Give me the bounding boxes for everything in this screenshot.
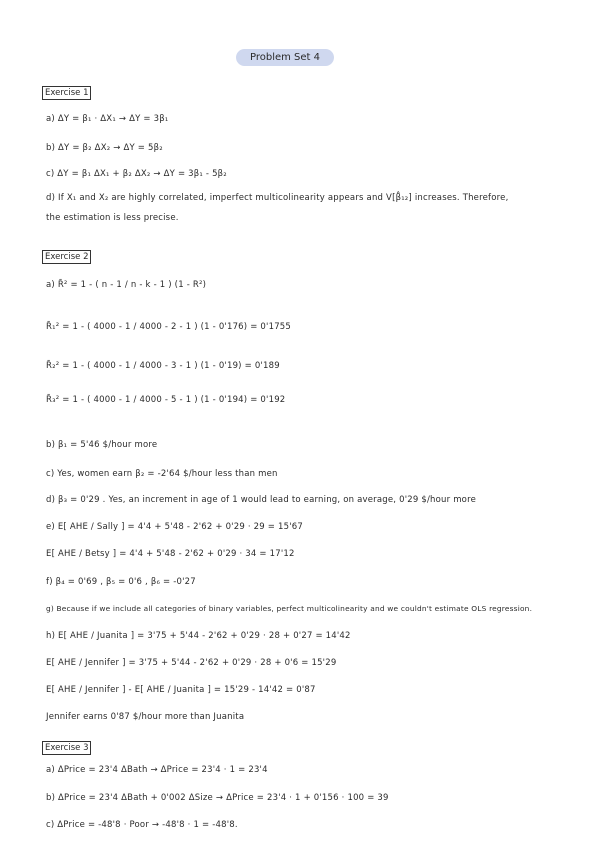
exercise-3-heading: Exercise 3 xyxy=(42,741,91,755)
exercise-2-line-g: g) Because if we include all categories of binary variables, perfect multicolinearity and we couldn't estimate OLS regression. xyxy=(46,604,533,613)
exercise-2-line-e1: e) E[ AHE / Sally ] = 4'4 + 5'48 - 2'62 + 0'29 · 29 = 15'67 xyxy=(46,522,303,532)
exercise-2-line-h1: h) E[ AHE / Juanita ] = 3'75 + 5'44 - 2'62 + 0'29 · 28 + 0'27 = 14'42 xyxy=(46,631,351,641)
exercise-2-line-h2: E[ AHE / Jennifer ] = 3'75 + 5'44 - 2'62 + 0'29 · 28 + 0'6 = 15'29 xyxy=(46,658,337,668)
exercise-2-r3: R̄₃² = 1 - ( 4000 - 1 / 4000 - 5 - 1 ) (1 - 0'194) = 0'192 xyxy=(46,395,286,405)
page-title: Problem Set 4 xyxy=(236,49,334,66)
exercise-1-line-d: d) If X₁ and X₂ are highly correlated, imperfect multicolinearity appears and V[β̂₁₂] increases. Therefore, xyxy=(46,193,509,203)
exercise-3-line-c: c) ΔPrice = -48'8 · Poor → -48'8 · 1 = -48'8. xyxy=(46,820,238,830)
exercise-2-r1: R̄₁² = 1 - ( 4000 - 1 / 4000 - 2 - 1 ) (1 - 0'176) = 0'1755 xyxy=(46,322,292,332)
exercise-1-line-d-cont: the estimation is less precise. xyxy=(46,213,179,223)
exercise-2-line-c: c) Yes, women earn β₂ = -2'64 $/hour less than men xyxy=(46,469,278,479)
exercise-2-line-h3: E[ AHE / Jennifer ] - E[ AHE / Juanita ] = 15'29 - 14'42 = 0'87 xyxy=(46,685,316,695)
exercise-2-r2: R̄₂² = 1 - ( 4000 - 1 / 4000 - 3 - 1 ) (1 - 0'19) = 0'189 xyxy=(46,361,280,371)
exercise-1-line-c: c) ΔY = β₁ ΔX₁ + β₂ ΔX₂ → ΔY = 3β₁ - 5β₂ xyxy=(46,169,227,179)
exercise-3-line-a: a) ΔPrice = 23'4 ΔBath → ΔPrice = 23'4 · 1 = 23'4 xyxy=(46,765,268,775)
exercise-1-heading: Exercise 1 xyxy=(42,86,91,100)
exercise-2-heading: Exercise 2 xyxy=(42,250,91,264)
exercise-2-line-b: b) β₁ = 5'46 $/hour more xyxy=(46,440,158,450)
exercise-2-line-h4: Jennifer earns 0'87 $/hour more than Juanita xyxy=(46,712,245,722)
exercise-2-line-d: d) β₃ = 0'29 . Yes, an increment in age of 1 would lead to earning, on average, 0'29 $/hour more xyxy=(46,495,477,505)
exercise-1-line-b: b) ΔY = β₂ ΔX₂ → ΔY = 5β₂ xyxy=(46,143,163,153)
exercise-3-line-b: b) ΔPrice = 23'4 ΔBath + 0'002 ΔSize → ΔPrice = 23'4 · 1 + 0'156 · 100 = 39 xyxy=(46,793,389,803)
exercise-2-line-e2: E[ AHE / Betsy ] = 4'4 + 5'48 - 2'62 + 0'29 · 34 = 17'12 xyxy=(46,549,295,559)
exercise-2-line-a: a) R̄² = 1 - ( n - 1 / n - k - 1 ) (1 - R²) xyxy=(46,280,207,290)
exercise-1-line-a: a) ΔY = β₁ · ΔX₁ → ΔY = 3β₁ xyxy=(46,114,169,124)
exercise-2-line-f: f) β₄ = 0'69 , β₅ = 0'6 , β₆ = -0'27 xyxy=(46,577,196,587)
